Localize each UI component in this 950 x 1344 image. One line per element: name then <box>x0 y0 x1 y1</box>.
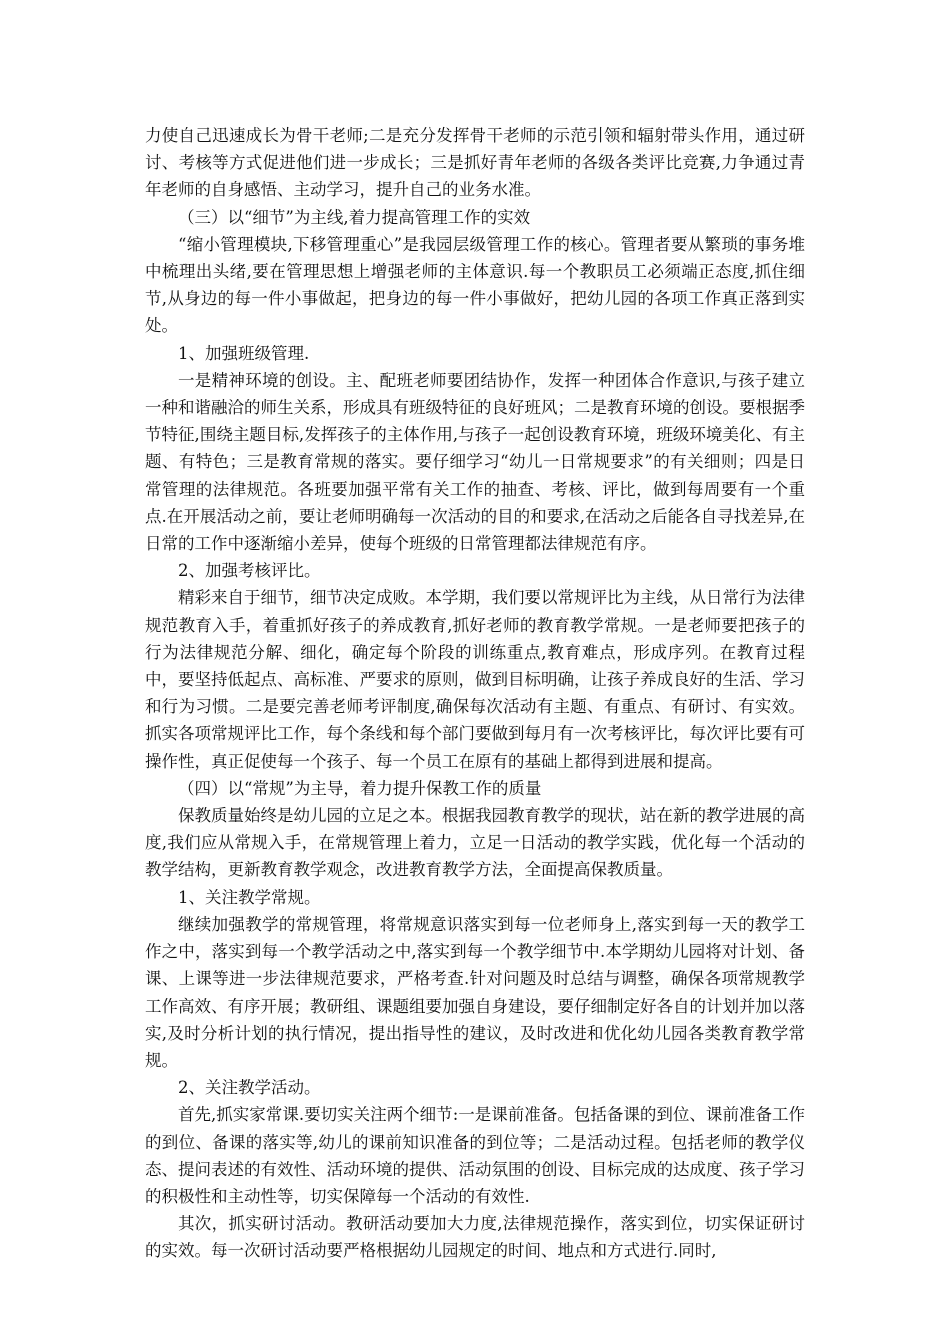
paragraph: 首先,抓实家常课.要切实关注两个细节:一是课前准备。包括备课的到位、课前准备工作的到位、备课的落实等,幼儿的课前知识准备的到位等；二是活动过程。包括老师的教学仪态、提问表述的有效性、活动环境的提供、活动氛围的创设、目标完成的达成度、孩子学习的积极性和主动性等，切实保障每一个活动的有效性. <box>145 1105 805 1206</box>
subheading-teaching-routine: 1、关注教学常规。 <box>178 887 321 907</box>
subheading-assessment: 2、加强考核评比。 <box>178 561 321 581</box>
paragraph: 精彩来自于细节，细节决定成败。本学期，我们要以常规评比为主线，从日常行为法律规范教育入手，着重抓好孩子的养成教育,抓好老师的教育教学常规。一是老师要把孩子的行为法律规范分解、细化，确定每个阶段的训练重点,教育难点，形成序列。在教育过程中，要坚持低起点、高标准、严要求的原则，做到目标明确，让孩子养成良好的生活、学习和行为习惯。二是要完善老师考评制度,确保每次活动有主题、有重点、有研讨、有实效。抓实各项常规评比工作，每个条线和每个部门要做到每月有一次考核评比，每次评比要有可操作性，真正促使每一个孩子、每一个员工在原有的基础上都得到进展和提高。 <box>145 588 805 771</box>
section-heading-4: （四）以“常规”为主导，着力提升保教工作的质量 <box>178 778 542 798</box>
subheading-teaching-activities: 2、关注教学活动。 <box>178 1078 321 1098</box>
paragraph: 保教质量始终是幼儿园的立足之本。根据我园教育教学的现状，站在新的教学进展的高度,我们应从常规入手，在常规管理上着力，立足一日活动的教学实践，优化每一个活动的教学结构，更新教育教学观念，改进教育教学方法，全面提高保教质量。 <box>145 806 805 880</box>
document-body <box>145 122 805 1265</box>
paragraph-continuation: 力使自己迅速成长为骨干老师;二是充分发挥骨干老师的示范引领和辐射带头作用，通过研讨、考核等方式促进他们进一步成长；三是抓好青年老师的各级各类评比竞赛,力争通过青年老师的自身感悟、主动学习，提升自己的业务水准。 <box>145 126 805 200</box>
paragraph: “缩小管理模块,下移管理重心”是我园层级管理工作的核心。管理者要从繁琐的事务堆中梳理出头绪,要在管理思想上增强老师的主体意识.每一个教职员工必须端正态度,抓住细节,从身边的每一件小事做起，把身边的每一件小事做好，把幼儿园的各项工作真正落到实处。 <box>145 234 805 336</box>
subheading-class-management: 1、加强班级管理. <box>178 343 310 363</box>
paragraph: 其次，抓实研讨活动。教研活动要加大力度,法律规范操作，落实到位，切实保证研讨的实效。每一次研讨活动要严格根据幼儿园规定的时间、地点和方式进行.同时, <box>145 1214 805 1261</box>
section-heading-3: （三）以“细节”为主线,着力提高管理工作的实效 <box>178 207 531 227</box>
paragraph: 继续加强教学的常规管理，将常规意识落实到每一位老师身上,落实到每一天的教学工作之中，落实到每一个教学活动之中,落实到每一个教学细节中.本学期幼儿园将对计划、备课、上课等进一步法律规范要求，严格考查.针对问题及时总结与调整，确保各项常规教学工作高效、有序开展；教研组、课题组要加强自身建设，要仔细制定好各自的计划并加以落实,及时分析计划的执行情况，提出指导性的建议，及时改进和优化幼儿园各类教育教学常规。 <box>145 914 805 1070</box>
paragraph: 一是精神环境的创设。主、配班老师要团结协作，发挥一种团体合作意识,与孩子建立一种和谐融洽的师生关系，形成具有班级特征的良好班风；二是教育环境的创设。要根据季节特征,围绕主题目标,发挥孩子的主体作用,与孩子一起创设教育环境，班级环境美化、有主题、有特色；三是教育常规的落实。要仔细学习“幼儿一日常规要求”的有关细则；四是日常管理的法律规范。各班要加强平常有关工作的抽查、考核、评比，做到每周要有一个重点.在开展活动之前，要让老师明确每一次活动的目的和要求,在活动之后能各自寻找差异,在日常的工作中逐渐缩小差异，使每个班级的日常管理都法律规范有序。 <box>145 370 805 554</box>
